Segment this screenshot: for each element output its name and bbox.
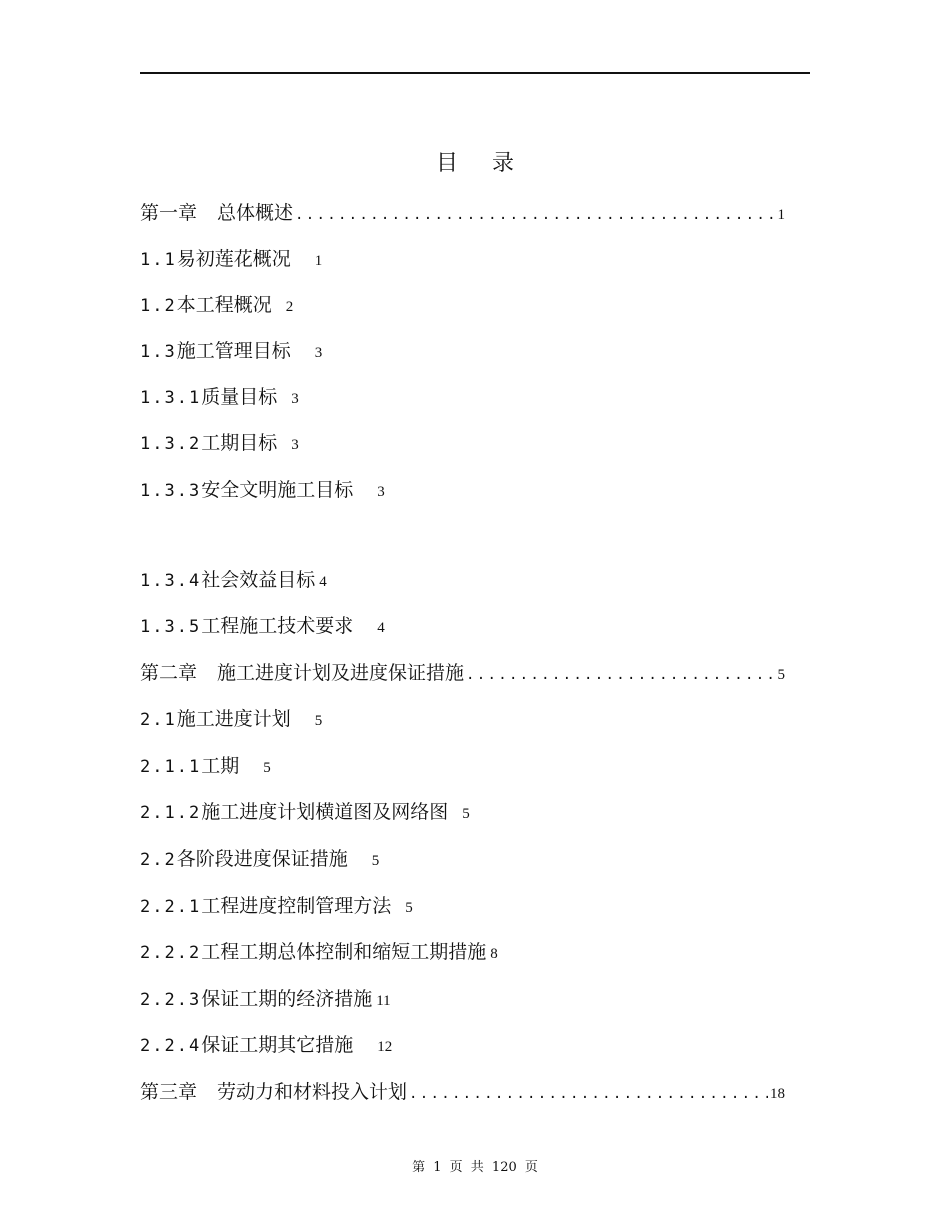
toc-entry-2-1[interactable] xyxy=(140,704,322,734)
section-number: 1.3.4 xyxy=(140,571,202,591)
section-title: 工程进度控制管理方法 xyxy=(201,895,392,917)
toc-entry-2-2-1[interactable] xyxy=(140,891,413,921)
page-number: 5 xyxy=(405,900,413,916)
page-number: 3 xyxy=(291,437,299,453)
section-number: 1.3.3 xyxy=(140,481,202,501)
section-title: 社会效益目标 xyxy=(201,569,316,591)
chapter-label: 第二章 xyxy=(140,662,198,684)
section-title: 保证工期其它措施 xyxy=(201,1034,354,1056)
chapter-label: 第一章 xyxy=(140,202,198,224)
section-number: 1.3.2 xyxy=(140,434,202,454)
toc-entry-2-1-2[interactable] xyxy=(140,797,470,827)
toc-entry-1-3-1[interactable] xyxy=(140,382,299,412)
toc-entry-1-3-4[interactable] xyxy=(140,565,327,595)
section-number: 2.1.2 xyxy=(140,803,202,823)
section-number: 1.3 xyxy=(140,342,177,362)
toc-title-char-2: 录 xyxy=(492,151,515,176)
dot-leader xyxy=(409,1079,768,1109)
section-number: 1.3.1 xyxy=(140,388,202,408)
section-number: 2.2.2 xyxy=(140,943,202,963)
section-title: 工期 xyxy=(201,755,240,777)
page-number: 3 xyxy=(291,391,299,407)
toc-entry-chapter-1[interactable] xyxy=(140,198,785,228)
toc-entry-1-3[interactable] xyxy=(140,336,322,366)
section-title: 安全文明施工目标 xyxy=(201,479,354,501)
page-number: 5 xyxy=(371,853,380,869)
dot-leader xyxy=(466,660,775,690)
toc-entry-2-1-1[interactable] xyxy=(140,751,271,781)
section-number: 2.2.4 xyxy=(140,1036,202,1056)
section-title: 工程工期总体控制和缩短工期措施 xyxy=(201,941,487,963)
section-title: 工程施工技术要求 xyxy=(201,615,354,637)
section-title: 施工进度计划 xyxy=(176,708,291,730)
toc-entry-chapter-3[interactable] xyxy=(140,1077,785,1107)
page-number: 5 xyxy=(314,713,323,729)
section-title: 质量目标 xyxy=(201,386,278,408)
section-title: 工期目标 xyxy=(201,432,278,454)
section-title: 施工管理目标 xyxy=(176,340,291,362)
page-number: 2 xyxy=(285,299,294,315)
section-title: 易初莲花概况 xyxy=(176,248,291,270)
toc-entry-chapter-2[interactable] xyxy=(140,658,785,688)
page-number: 3 xyxy=(377,484,385,500)
toc-entry-1-3-2[interactable] xyxy=(140,428,299,458)
page-number: 12 xyxy=(377,1039,393,1055)
section-title: 保证工期的经济措施 xyxy=(201,988,373,1010)
section-title: 施工进度计划横道图及网络图 xyxy=(201,801,449,823)
section-number: 1.1 xyxy=(140,250,177,270)
page-number: 1 xyxy=(777,207,785,223)
page-number: 4 xyxy=(377,620,385,636)
section-number: 2.1.1 xyxy=(140,757,202,777)
toc-entry-1-1[interactable] xyxy=(140,244,322,274)
toc-entry-2-2[interactable] xyxy=(140,844,379,874)
section-number: 2.2.1 xyxy=(140,897,202,917)
chapter-title: 总体概述 xyxy=(217,202,294,224)
toc-entry-2-2-4[interactable] xyxy=(140,1030,392,1060)
page-number: 5 xyxy=(263,760,271,776)
chapter-label: 第三章 xyxy=(140,1081,198,1103)
page-number: 5 xyxy=(462,806,470,822)
page-footer: 第 1 页 共 120 页 xyxy=(412,1160,538,1175)
chapter-title: 劳动力和材料投入计划 xyxy=(217,1081,408,1103)
page-number: 11 xyxy=(376,993,391,1009)
section-number: 2.1 xyxy=(140,710,177,730)
toc-title xyxy=(0,148,950,180)
toc-title-char-1: 目 xyxy=(435,151,458,176)
toc-entry-1-3-5[interactable] xyxy=(140,611,385,641)
page-number: 3 xyxy=(314,345,323,361)
toc-entry-1-3-3[interactable] xyxy=(140,475,385,505)
section-number: 2.2 xyxy=(140,850,177,870)
section-title: 各阶段进度保证措施 xyxy=(176,848,348,870)
section-number: 2.2.3 xyxy=(140,990,202,1010)
dot-leader xyxy=(295,200,775,230)
section-title: 本工程概况 xyxy=(176,294,272,316)
page-number: 5 xyxy=(777,667,785,683)
chapter-title: 施工进度计划及进度保证措施 xyxy=(217,662,465,684)
page-number: 4 xyxy=(319,574,327,590)
header-rule xyxy=(140,72,810,74)
section-number: 1.2 xyxy=(140,296,177,316)
toc-entry-1-2[interactable] xyxy=(140,290,293,320)
page-number: 8 xyxy=(490,946,498,962)
page-number: 18 xyxy=(770,1086,785,1102)
toc-entry-2-2-3[interactable] xyxy=(140,984,391,1014)
page-number: 1 xyxy=(314,253,323,269)
toc-entry-2-2-2[interactable] xyxy=(140,937,498,967)
section-number: 1.3.5 xyxy=(140,617,202,637)
